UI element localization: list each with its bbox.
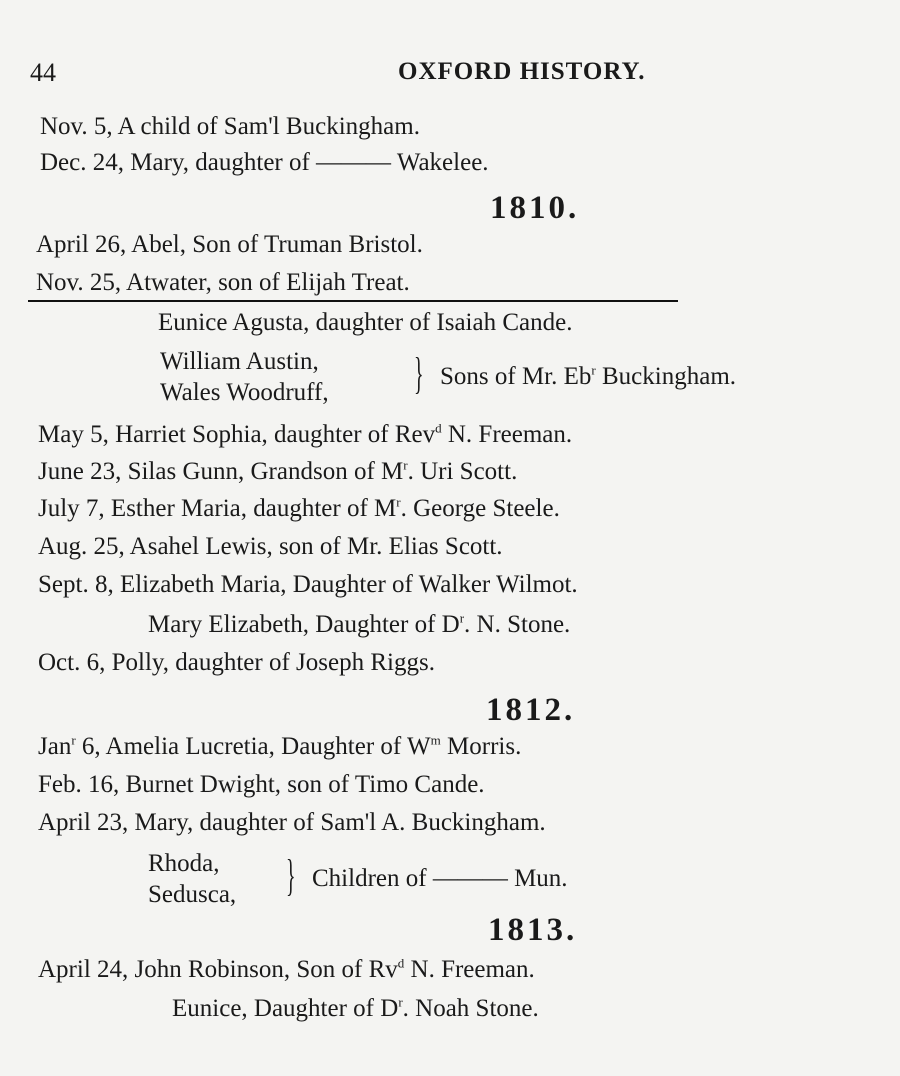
entry-line: Eunice Agusta, daughter of Isaiah Cande.	[158, 309, 573, 336]
entry-line: Dec. 24, Mary, daughter of ——— Wakelee.	[40, 149, 489, 176]
entry-line: Sept. 8, Elizabeth Maria, Daughter of Walker Wilmot.	[38, 571, 578, 598]
entry-line: Rhoda,	[148, 850, 220, 877]
entry-line: Aug. 25, Asahel Lewis, son of Mr. Elias Scott.	[38, 533, 503, 560]
entry-line: May 5, Harriet Sophia, daughter of Rev$^d$ N. Freeman.	[38, 420, 573, 448]
entry-line: June 23, Silas Gunn, Grandson of $M^r$. Uri Scott.	[38, 457, 518, 485]
entry-line: Wales Woodruff,	[160, 379, 329, 406]
entry-line: April 26, Abel, Son of Truman Bristol.	[36, 231, 423, 258]
entry-line: April 23, Mary, daughter of Sam'l A. Buckingham.	[38, 809, 546, 836]
entry-line: Nov. 25, Atwater, son of Elijah Treat.	[36, 269, 410, 296]
entry-line: Mary Elizabeth, Daughter of $D^r$. N. Stone.	[148, 610, 571, 638]
entry-line: Jan$^r$ 6, Amelia Lucretia, Daughter of $W^m$ Morris.	[38, 732, 522, 760]
entry-line: Sedusca,	[148, 881, 237, 908]
entry-line: April 24, John Robinson, Son of Rv$^d$ N. Freeman.	[38, 955, 535, 983]
page-number: 44	[30, 58, 56, 87]
entry-line: Children of ——— Mun.	[312, 865, 568, 892]
entry-line: Feb. 16, Burnet Dwight, son of Timo Cande.	[38, 771, 485, 798]
entry-line: Sons of Mr. Eb$^r$ Buckingham.	[440, 362, 737, 390]
year-heading-1812: 1812.	[486, 692, 576, 728]
brace-glyph: }	[414, 349, 424, 398]
entry-line: William Austin,	[160, 348, 319, 375]
brace-glyph: }	[286, 851, 296, 900]
year-heading-1810: 1810.	[490, 190, 580, 226]
entry-line: Oct. 6, Polly, daughter of Joseph Riggs.	[38, 649, 435, 676]
underline-rule	[28, 300, 678, 302]
entry-line: Eunice, Daughter of $D^r$. Noah Stone.	[172, 994, 539, 1022]
year-heading-1813: 1813.	[488, 912, 578, 948]
entry-line: Nov. 5, A child of Sam'l Buckingham.	[40, 113, 420, 140]
page-title: OXFORD HISTORY.	[398, 58, 646, 85]
entry-line: July 7, Esther Maria, daughter of $M^r$. George Steele.	[38, 494, 560, 522]
